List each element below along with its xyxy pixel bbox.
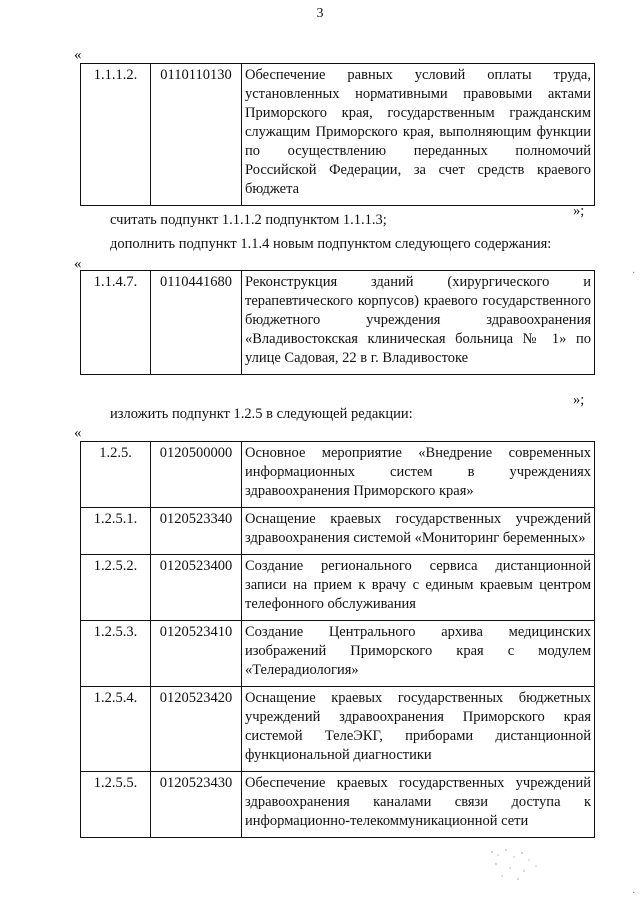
row-text: Создание Центрального архива медицинских изображений Приморского края с модулем «Телерадиология» — [242, 621, 595, 687]
opening-quote-3: « — [74, 425, 82, 441]
table-row — [81, 508, 595, 555]
row-code: 0120523430 — [151, 772, 242, 838]
row-code: 0120523400 — [151, 555, 242, 621]
row-number: 1.2.5.5. — [81, 772, 151, 838]
row-text: Оснащение краевых государственных бюджетных учреждений здравоохранения Приморского края системой ТелеЭКГ, приборами дистанционной функциональной диагностики — [242, 687, 595, 772]
opening-quote-1: « — [74, 47, 82, 63]
row-code: 0120523340 — [151, 508, 242, 555]
row-text: Основное мероприятие «Внедрение современных информационных систем в учреждениях здравоохранения Приморского края» — [242, 442, 595, 508]
paragraph-renumber: считать подпункт 1.1.1.2 подпунктом 1.1.1.3; — [110, 212, 387, 228]
row-text: Обеспечение краевых государственных учреждений здравоохранения каналами связи доступа к информационно-телекоммуникационной сети — [242, 772, 595, 838]
scan-edge-mark: · — [632, 888, 636, 899]
opening-quote-2: « — [74, 256, 82, 272]
table-row — [81, 555, 595, 621]
paragraph-add-subitem: дополнить подпункт 1.1.4 новым подпунктом следующего содержания: — [110, 236, 552, 252]
row-text: Оснащение краевых государственных учреждений здравоохранения системой «Мониторинг беременных» — [242, 508, 595, 555]
row-code: 0120500000 — [151, 442, 242, 508]
row-code: 0110110130 — [151, 64, 242, 206]
row-code: 0120523420 — [151, 687, 242, 772]
row-number: 1.2.5.4. — [81, 687, 151, 772]
table-row — [81, 442, 595, 508]
row-code: 0120523410 — [151, 621, 242, 687]
table-subitem-1-1-4-7 — [80, 270, 595, 375]
page-number: 3 — [316, 6, 324, 21]
scan-specks — [484, 846, 554, 886]
table-subitem-1-2-5 — [80, 441, 595, 838]
table-row — [81, 687, 595, 772]
paragraph-restate: изложить подпункт 1.2.5 в следующей редакции: — [110, 406, 413, 422]
row-number: 1.2.5.2. — [81, 555, 151, 621]
row-number: 1.2.5.3. — [81, 621, 151, 687]
row-number: 1.1.1.2. — [81, 64, 151, 206]
row-text: Реконструкция зданий (хирургического и терапевтического корпусов) краевого государственного бюджетного учреждения здравоохранения «Владивостокская клиническая больница № 1» по улице Садовая, 22 в г. Владивостоке — [242, 271, 595, 375]
row-text: Обеспечение равных условий оплаты труда, установленных нормативными правовыми актами Приморского края, государственным гражданским служащим Приморского края, выполняющим функции по осуществлению переданных полномочий Российской Федерации, за счет средств краевого бюджета — [242, 64, 595, 206]
table-row — [81, 64, 595, 206]
table-row — [81, 621, 595, 687]
row-number: 1.1.4.7. — [81, 271, 151, 375]
row-text: Создание регионального сервиса дистанционной записи на прием к врачу с единым краевым центром телефонного обслуживания — [242, 555, 595, 621]
table-row — [81, 271, 595, 375]
closing-quote-1: »; — [573, 203, 585, 219]
row-code: 0110441680 — [151, 271, 242, 375]
closing-quote-2: »; — [573, 392, 585, 408]
table-subitem-1-1-1-2 — [80, 63, 595, 206]
scan-edge-mark: · — [632, 268, 636, 279]
row-number: 1.2.5. — [81, 442, 151, 508]
table-row — [81, 772, 595, 838]
row-number: 1.2.5.1. — [81, 508, 151, 555]
